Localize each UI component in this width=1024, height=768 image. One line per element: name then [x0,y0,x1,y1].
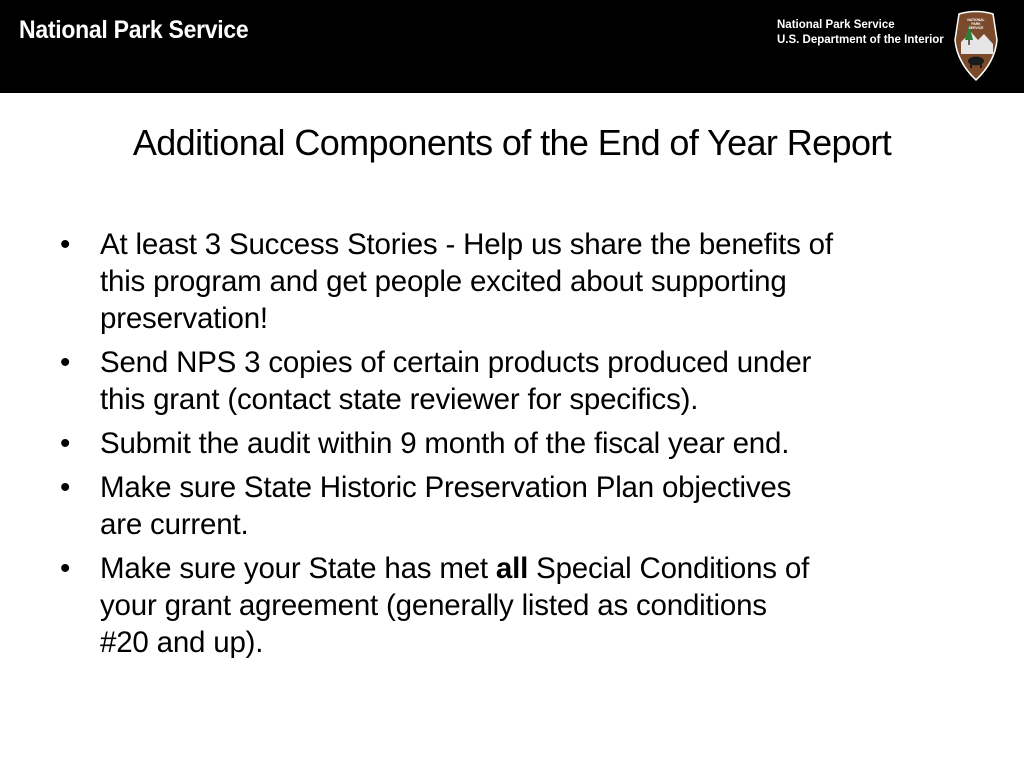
bullet-text-line: At least 3 Success Stories - Help us share the benefits of [100,228,833,261]
bullet-marker: • [60,427,71,460]
bullet-list [56,226,986,668]
department-name: U.S. Department of the Interior [777,34,944,46]
nps-arrowhead-icon [953,10,999,82]
bullet-marker: • [60,228,71,261]
bullet-text-line: preservation! [100,302,268,335]
bullet-text-line: Send NPS 3 copies of certain products produced under [100,346,812,379]
bullet-text-segment: Special Conditions of [528,552,810,585]
top-banner [0,0,1024,93]
bullet-text-line: Submit the audit within 9 month of the fiscal year end. [100,427,790,460]
bullet-marker: • [60,346,71,379]
bullet-marker: • [60,552,71,585]
bullet-marker: • [60,471,71,504]
svg-text:PARK: PARK [971,22,981,26]
bullet-text-line: are current. [100,508,249,541]
svg-text:NATIONAL: NATIONAL [967,18,985,22]
bullet-text-segment: Make sure your State has met [100,552,496,585]
emphasis-text: all [495,552,529,585]
bullet-item [56,226,986,337]
svg-text:SERVICE: SERVICE [968,26,984,30]
brand-wordmark: National Park Service [19,16,249,44]
agency-name: National Park Service [777,19,895,31]
bullet-text-line: Make sure State Historic Preservation Plan objectives [100,471,792,504]
bullet-text-line: this grant (contact state reviewer for specifics). [100,383,699,416]
bullet-item [56,425,986,462]
bullet-item [56,469,986,543]
bullet-text-line: this program and get people excited about supporting [100,265,787,298]
bullet-text-line [100,550,986,587]
bullet-text-line: #20 and up). [100,626,264,659]
bullet-item [56,344,986,418]
bullet-item [56,550,986,661]
agency-block [777,18,944,48]
bullet-text-line: your grant agreement (generally listed as conditions [100,589,767,622]
slide-title: Additional Components of the End of Year Report [132,122,892,163]
